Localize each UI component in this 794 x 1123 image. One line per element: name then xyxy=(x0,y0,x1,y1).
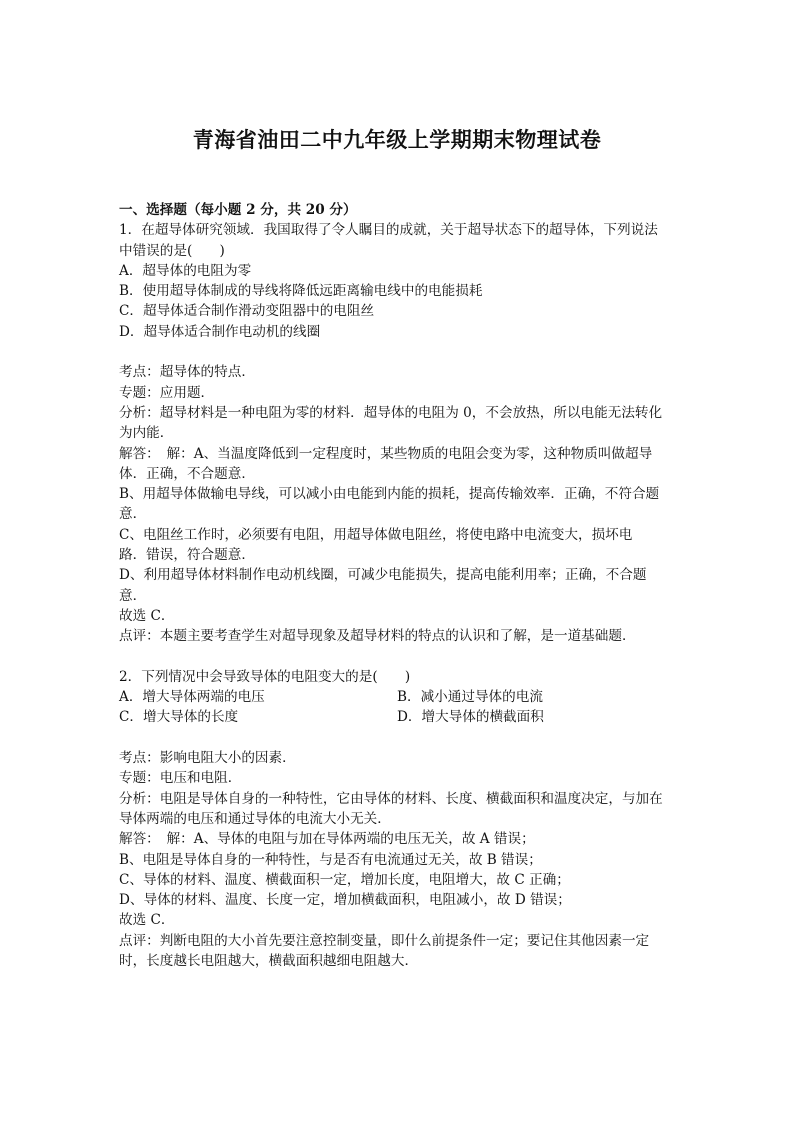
question-stem: 1．在超导体研究领域．我国取得了令人瞩目的成就，关于超导状态下的超导体，下列说法 xyxy=(119,222,658,239)
analysis-line: 分析：电阻是导体自身的一种特性，它由导体的材料、长度、横截面积和温度决定，与加在 xyxy=(119,790,663,807)
analysis-line: 故选 C． xyxy=(119,912,175,929)
option-b: B．减小通过导体的电流 xyxy=(397,689,543,706)
analysis-line: 路．错误，符合题意． xyxy=(119,547,255,564)
spacer xyxy=(119,647,679,667)
analysis-line: 意． xyxy=(119,506,147,523)
analysis-line: D、导体的材料、温度、长度一定，增加横截面积，电阻减小，故 D 错误； xyxy=(119,892,571,909)
page-content xyxy=(119,200,679,971)
analysis-line: 时，长度越长电阻越大，横截面积越细电阻越大． xyxy=(119,952,419,969)
option-c: C．超导体适合制作滑动变阻器中的电阻丝 xyxy=(119,303,375,320)
option-a: A．超导体的电阻为零 xyxy=(119,262,252,279)
option-a: A．增大导体两端的电压 xyxy=(119,689,265,706)
option-c: C．增大导体的长度 xyxy=(119,709,239,726)
analysis-line: D、利用超导体材料制作电动机线圈，可减少电能损失，提高电能利用率；正确，不合题 xyxy=(119,567,647,584)
analysis-line: 解答： 解：A、导体的电阻与加在导体两端的电压无关，故 A 错误； xyxy=(119,831,535,848)
analysis-line: C、导体的材料、温度、横截面积一定，增加长度，电阻增大，故 C 正确； xyxy=(119,871,570,888)
analysis-line: 专题：电压和电阻． xyxy=(119,770,242,787)
analysis-line: 点评：判断电阻的大小首先要注意控制变量，即什么前提条件一定；要记住其他因素一定 xyxy=(119,932,650,949)
page-title: 青海省油田二中九年级上学期期末物理试卷 xyxy=(192,127,602,152)
analysis-line: C、电阻丝工作时，必须要有电阻，用超导体做电阻丝，将使电路中电流变大，损坏电 xyxy=(119,526,633,543)
analysis-line: B、用超导体做输电导线，可以减小由电能到内能的损耗，提高传输效率．正确，不符合题 xyxy=(119,486,660,503)
analysis-line: 考点：超导体的特点． xyxy=(119,364,255,381)
spacer xyxy=(119,342,679,362)
spacer xyxy=(119,728,679,748)
analysis-line: 意． xyxy=(119,587,147,604)
analysis-line: 专题：应用题． xyxy=(119,384,215,401)
analysis-line: 导体两端的电压和通过导体的电流大小无关． xyxy=(119,810,391,827)
analysis-line: 解答： 解：A、当温度降低到一定程度时，某些物质的电阻会变为零，这种物质叫做超导 xyxy=(119,445,653,462)
analysis-line: 点评：本题主要考查学生对超导现象及超导材料的特点的认识和了解，是一道基础题． xyxy=(119,628,636,645)
analysis-line: 为内能． xyxy=(119,425,174,442)
analysis-line: B、电阻是导体自身的一种特性，与是否有电流通过无关，故 B 错误； xyxy=(119,851,542,868)
section-heading: 一、选择题（每小题 2 分，共 20 分） xyxy=(119,202,357,218)
analysis-line: 体．正确，不合题意． xyxy=(119,465,255,482)
analysis-block xyxy=(119,362,679,646)
option-d: D．增大导体的横截面积 xyxy=(397,709,544,726)
options-row xyxy=(119,687,679,707)
analysis-block xyxy=(119,748,679,971)
question-1 xyxy=(119,220,679,646)
analysis-line: 故选 C． xyxy=(119,607,175,624)
analysis-line: 分析：超导材料是一种电阻为零的材料．超导体的电阻为 0，不会放热，所以电能无法转化 xyxy=(119,404,663,421)
question-stem: 2．下列情况中会导致导体的电阻变大的是( ) xyxy=(119,668,411,685)
question-2 xyxy=(119,667,679,971)
question-stem: 中错误的是( ) xyxy=(119,242,225,259)
analysis-line: 考点：影响电阻大小的因素． xyxy=(119,750,296,767)
options-row xyxy=(119,707,679,727)
option-b: B．使用超导体制成的导线将降低远距离输电线中的电能损耗 xyxy=(119,283,483,300)
option-d: D．超导体适合制作电动机的线圈 xyxy=(119,323,321,340)
